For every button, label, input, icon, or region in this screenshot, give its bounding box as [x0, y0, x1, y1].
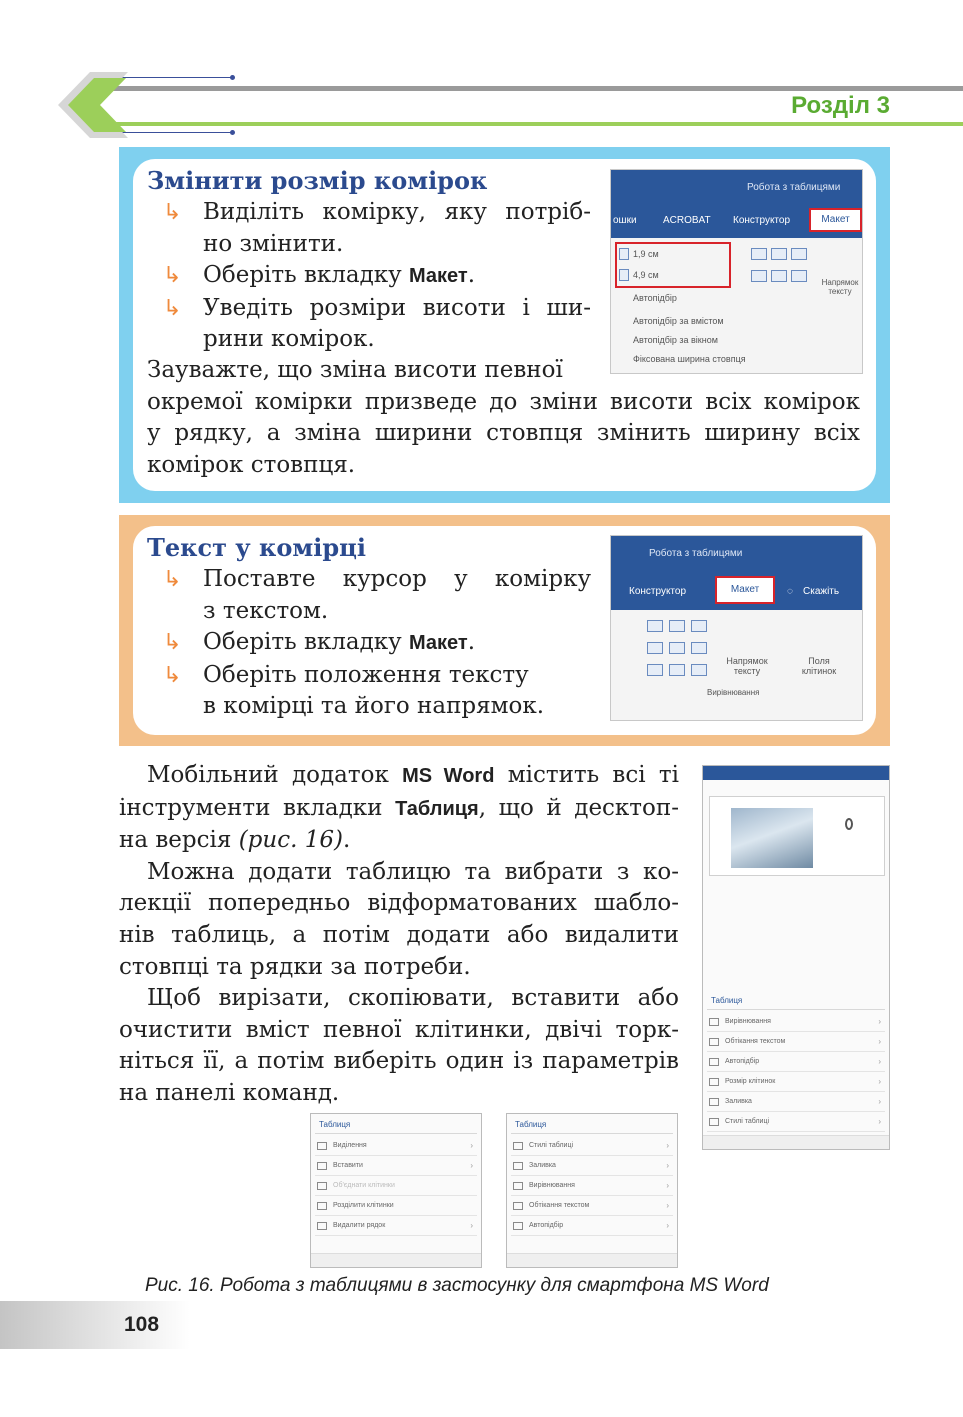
note-line: у рядку, а зміна ширини стовпця змінить ширину всіх [147, 420, 860, 446]
ribbon-tab: Конструктор [733, 215, 791, 226]
step-item [163, 627, 591, 660]
step-text: Поставте курсор у комірку [203, 566, 591, 592]
chevron-right-icon: › [470, 1161, 473, 1170]
panel-row[interactable] [707, 1092, 885, 1112]
box-title: Змінити розмір комірок [147, 166, 488, 195]
align-icon [751, 248, 767, 260]
step-text: рини комірок. [203, 326, 375, 352]
instruction-box-resize [119, 147, 890, 503]
step-text: . [467, 629, 475, 655]
paragraph-ms-word [119, 760, 679, 857]
ribbon-bar [611, 170, 862, 238]
step-text: з текстом. [203, 597, 329, 624]
row-icon [317, 1182, 327, 1190]
ribbon-tab: Конструктор [629, 586, 687, 597]
step-text: Виділіть комірку, яку потріб- [203, 199, 591, 225]
row-label: Розділити клітинки [333, 1202, 394, 1209]
row-label: Виділення [333, 1142, 367, 1149]
align-icon [771, 270, 787, 282]
ribbon-bar [611, 536, 862, 610]
width-value: 4,9 см [633, 270, 659, 280]
row-icon [513, 1222, 523, 1230]
align-icon [669, 620, 685, 632]
panel-header: Таблиця [315, 1116, 477, 1134]
figure-caption: Рис. 16. Робота з таблицями в застосунку для смартфона MS Word [145, 1275, 769, 1296]
cursor-handle-icon [845, 818, 853, 830]
header-dot-bottom [230, 130, 235, 135]
panel-row[interactable] [707, 1052, 885, 1072]
align-icon [791, 270, 807, 282]
lightbulb-icon: ◌ [787, 586, 793, 597]
ribbon-tab: ошки [613, 215, 637, 226]
step-bold-text: Макет [408, 265, 468, 287]
row-label: Автопідбір [725, 1058, 760, 1065]
row-label: Вирівнювання [725, 1018, 771, 1025]
chevron-right-icon: › [878, 1057, 881, 1066]
chevron-right-icon: › [878, 1037, 881, 1046]
text-line: Щоб вирізати, скопіювати, вставити або [147, 985, 679, 1012]
text-run: . [342, 827, 351, 854]
autofit-menu-item: Фіксована ширина стовпця [633, 354, 746, 364]
chevron-right-icon: › [878, 1017, 881, 1026]
align-icon [647, 664, 663, 676]
step-list [163, 564, 591, 723]
phone-nav-bar [703, 1135, 889, 1149]
row-label: Вирівнювання [529, 1182, 575, 1189]
step-list [163, 197, 591, 356]
row-label: Об'єднати клітинки [333, 1182, 395, 1189]
text-run: Мобільний додаток [147, 762, 403, 788]
ribbon-tab: ACROBAT [663, 215, 711, 226]
note-line: Зауважте, що зміна висоти певної [147, 357, 563, 383]
arrow-icon: ↳ [163, 263, 182, 288]
snow-photo [731, 808, 813, 868]
step-text: Оберіть вкладку [203, 629, 409, 655]
row-label: Стилі таблиці [529, 1142, 574, 1149]
paragraph-cell-commands [119, 983, 679, 1109]
text-run: на версія [119, 827, 239, 854]
panel-row[interactable] [511, 1156, 673, 1176]
row-icon [317, 1142, 327, 1150]
chevron-right-icon: › [470, 1141, 473, 1150]
align-icon [669, 642, 685, 654]
box-title: Текст у комірці [147, 533, 366, 562]
panel-row[interactable] [315, 1176, 477, 1196]
context-tab-label: Робота з таблицями [649, 548, 743, 559]
row-icon [709, 1038, 719, 1046]
row-label: Стилі таблиці [725, 1118, 770, 1125]
row-label: Автопідбір [529, 1222, 564, 1229]
panel-row[interactable] [707, 1032, 885, 1052]
width-icon [619, 269, 629, 281]
text-line: Можна додати таблицю та вибрати з ко- [147, 858, 679, 885]
row-label: Розмір клітинок [725, 1078, 776, 1085]
row-icon [709, 1118, 719, 1126]
note-line: окремої комірки призведе до зміни висоти всіх комірок [147, 388, 860, 415]
bold-run: MS Word [402, 765, 495, 787]
chevron-right-icon: › [666, 1221, 669, 1230]
row-icon [513, 1162, 523, 1170]
row-label: Заливка [725, 1098, 752, 1105]
arrow-icon: ↳ [163, 567, 182, 592]
panel-row[interactable] [511, 1176, 673, 1196]
chevron-right-icon: › [666, 1141, 669, 1150]
note-line: комірок стовпця. [147, 451, 356, 478]
text-line: лекції попередньо відформатованих шабло- [119, 890, 679, 917]
chevron-right-icon: › [666, 1201, 669, 1210]
panel-row[interactable] [707, 1012, 885, 1032]
chevron-right-icon: › [666, 1161, 669, 1170]
phone-nav-bar [507, 1253, 677, 1267]
align-icon [691, 620, 707, 632]
text-run: інструменти вкладки [119, 794, 396, 821]
row-icon [317, 1162, 327, 1170]
phone-nav-bar [311, 1253, 481, 1267]
panel-row[interactable] [511, 1216, 673, 1236]
autofit-dropdown: Автопідбір [633, 293, 677, 303]
row-label: Обтікання текстом [529, 1202, 590, 1209]
align-icon [647, 642, 663, 654]
panel-row[interactable] [511, 1196, 673, 1216]
arrow-icon: ↳ [163, 662, 182, 688]
section-label: Розділ 3 [791, 92, 890, 119]
header-rule-gray [110, 86, 963, 91]
panel-row[interactable] [511, 1136, 673, 1156]
arrow-icon: ↳ [163, 200, 182, 225]
row-icon [513, 1202, 523, 1210]
align-icon [751, 270, 767, 282]
body-text [119, 760, 679, 1110]
chevron-right-icon: › [878, 1077, 881, 1086]
row-icon [709, 1078, 719, 1086]
arrow-icon: ↳ [163, 295, 182, 321]
arrow-icon: ↳ [163, 630, 182, 655]
header-dot-top [230, 75, 235, 80]
text-line [119, 760, 679, 793]
instruction-box-text [119, 515, 890, 746]
text-line: очистити вміст певної клітинки, двічі торк- [119, 1016, 679, 1043]
row-label: Видалити рядок [333, 1222, 386, 1229]
phone-status-bar [703, 766, 889, 780]
panel-header: Таблиця [707, 992, 885, 1010]
row-icon [513, 1182, 523, 1190]
alignment-group-label: Вирівнювання [707, 688, 760, 697]
align-icon [669, 664, 685, 676]
italic-run: (рис. 16) [238, 827, 343, 854]
row-icon [709, 1098, 719, 1106]
step-item [163, 564, 591, 627]
chevron-right-icon: › [666, 1181, 669, 1190]
chevron-right-icon: › [878, 1117, 881, 1126]
autofit-menu-item: Автопідбір за вмістом [633, 316, 724, 326]
panel-row[interactable] [315, 1156, 477, 1176]
text-line [119, 793, 679, 826]
tab-maket-selected: Макет [809, 208, 862, 232]
page-number: 108 [124, 1313, 160, 1336]
phone-screenshot-left [310, 1113, 482, 1268]
bold-run: Таблиця [395, 797, 479, 820]
row-label: Заливка [529, 1162, 556, 1169]
cell-margins-label: Поля клітинок [801, 656, 837, 676]
panel-row[interactable] [707, 1112, 885, 1132]
panel-header: Таблиця [511, 1116, 673, 1134]
step-text: Оберіть положення тексту [203, 661, 529, 688]
phone-screenshot-main [702, 765, 890, 1150]
step-item [163, 197, 591, 260]
ribbon-tab: Скажіть [803, 586, 840, 597]
text-direction-label: Напрямок тексту [821, 278, 859, 296]
panel-row[interactable] [315, 1216, 477, 1236]
step-text: . [467, 262, 475, 288]
text-line [119, 825, 679, 857]
text-run: містить всі ті [494, 762, 679, 788]
align-icon [771, 248, 787, 260]
align-icon [691, 664, 707, 676]
step-item [163, 260, 591, 293]
autofit-menu-item: Автопідбір за вікном [633, 335, 718, 345]
row-icon [709, 1058, 719, 1066]
step-item [163, 660, 591, 723]
height-icon [619, 248, 629, 260]
panel-row[interactable] [315, 1136, 477, 1156]
step-item [163, 293, 591, 356]
text-line: стовпці та рядки за потреби. [119, 953, 471, 980]
row-icon [317, 1202, 327, 1210]
ribbon-screenshot-resize [610, 169, 863, 374]
step-text: в комірці та його напрямок. [203, 693, 545, 719]
phone-screenshot-right [506, 1113, 678, 1268]
chevron-right-icon: › [878, 1097, 881, 1106]
context-tab-label: Робота з таблицями [747, 182, 841, 193]
paragraph-templates [119, 857, 679, 983]
ribbon-screenshot-text [610, 535, 863, 721]
align-icon [647, 620, 663, 632]
step-text: Оберіть вкладку [203, 262, 409, 288]
text-line: на панелі команд. [119, 1079, 340, 1106]
header-rule-green [110, 122, 963, 126]
tab-maket-selected: Макет [715, 576, 775, 604]
chevron-right-icon: › [470, 1221, 473, 1230]
height-value: 1,9 см [633, 249, 659, 259]
panel-row[interactable] [315, 1196, 477, 1216]
step-text: но змінити. [203, 230, 344, 257]
step-bold-text: Макет [408, 632, 468, 654]
chevron-left-icon [56, 70, 136, 140]
text-run: , що й десктоп- [478, 794, 679, 821]
row-icon [317, 1222, 327, 1230]
panel-row[interactable] [707, 1072, 885, 1092]
step-text: Уведіть розміри висоти і ши- [203, 294, 591, 321]
page-number-bar [0, 1301, 190, 1349]
row-label: Вставити [333, 1162, 363, 1169]
text-line: ніться її, а потім виберіть один із параметрів [119, 1048, 679, 1075]
align-icon [691, 642, 707, 654]
text-line: нів таблиць, а потім додати або видалити [119, 921, 679, 948]
align-icon [791, 248, 807, 260]
row-icon [709, 1018, 719, 1026]
text-direction-label: Напрямок тексту [726, 656, 768, 676]
row-label: Обтікання текстом [725, 1038, 786, 1045]
row-icon [513, 1142, 523, 1150]
